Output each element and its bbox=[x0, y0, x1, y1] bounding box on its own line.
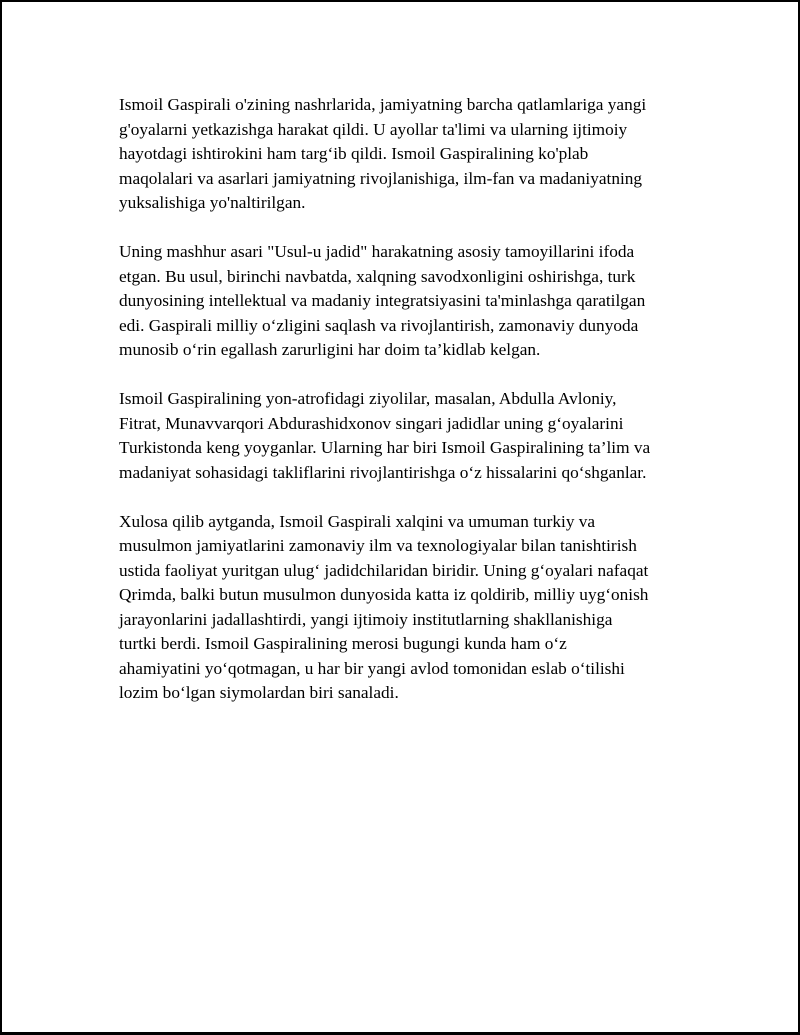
text-line: dunyosining intellektual va madaniy integratsiyasini ta'minlashga qaratilgan bbox=[119, 291, 646, 310]
paragraph-1 bbox=[119, 93, 704, 216]
text-line: turtki berdi. Ismoil Gaspiralining merosi bugungi kunda ham o‘z bbox=[119, 634, 567, 653]
text-line: jarayonlarini jadallashtirdi, yangi ijtimoiy institutlarning shakllanishiga bbox=[119, 609, 613, 629]
text-line: Turkistonda keng yoyganlar. Ularning har biri Ismoil Gaspiralining ta’lim va bbox=[119, 438, 651, 457]
text-line: Qrimda, balki butun musulmon dunyosida katta iz qoldirib, milliy uyg‘onish bbox=[119, 585, 649, 604]
text-line: maqolalari va asarlari jamiyatning rivojlanishiga, ilm-fan va madaniyatning bbox=[119, 168, 643, 188]
text-line: munosib o‘rin egallash zarurligini har doim ta’kidlab kelgan. bbox=[119, 340, 541, 359]
text-line: musulmon jamiyatlarini zamonaviy ilm va texnologiyalar bilan tanishtirish bbox=[119, 536, 637, 555]
text-line: madaniyat sohasidagi takliflarini rivojlantirishga o‘z hissalarini qo‘shganlar. bbox=[119, 462, 647, 482]
text-line: Ismoil Gaspiralining yon-atrofidagi ziyolilar, masalan, Abdulla Avloniy, bbox=[119, 389, 617, 408]
text-line: Fitrat, Munavvarqori Abdurashidxonov singari jadidlar uning g‘oyalarini bbox=[119, 413, 624, 433]
text-line: etgan. Bu usul, birinchi navbatda, xalqning savodxonligini oshirishga, turk bbox=[119, 266, 636, 286]
paragraph-2 bbox=[119, 240, 704, 363]
text-line: edi. Gaspirali milliy o‘zligini saqlash va rivojlantirish, zamonaviy dunyoda bbox=[119, 315, 639, 335]
paragraph-4 bbox=[119, 510, 704, 706]
text-line: g'oyalarni yetkazishga harakat qildi. U ayollar ta'limi va ularning ijtimoiy bbox=[119, 119, 628, 139]
text-line: Ismoil Gaspirali o'zining nashrlarida, jamiyatning barcha qatlamlariga yangi bbox=[119, 95, 647, 114]
document-body bbox=[119, 93, 704, 730]
text-line: Xulosa qilib aytganda, Ismoil Gaspirali xalqini va umuman turkiy va bbox=[119, 511, 596, 531]
paragraph-3 bbox=[119, 387, 704, 485]
text-line: yuksalishiga yo'naltirilgan. bbox=[119, 193, 306, 212]
text-line: ustida faoliyat yuritgan ulug‘ jadidchilaridan biridir. Uning g‘oyalari nafaqat bbox=[119, 560, 649, 580]
text-line: Uning mashhur asari "Usul-u jadid" harakatning asosiy tamoyillarini ifoda bbox=[119, 242, 635, 261]
text-line: ahamiyatini yo‘qotmagan, u har bir yangi avlod tomonidan eslab o‘tilishi bbox=[119, 658, 625, 678]
text-line: hayotdagi ishtirokini ham targ‘ib qildi. Ismoil Gaspiralining ko'plab bbox=[119, 144, 589, 163]
text-line: lozim bo‘lgan siymolardan biri sanaladi. bbox=[119, 683, 399, 702]
